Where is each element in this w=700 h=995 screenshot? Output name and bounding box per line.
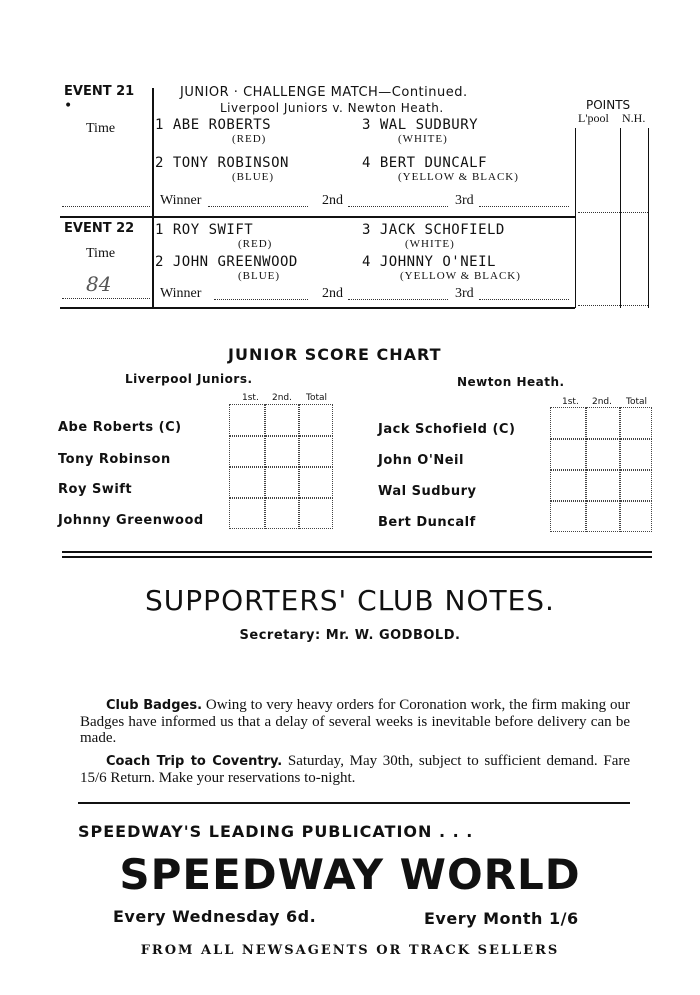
event-21-rider-3-colour: (WHITE) bbox=[398, 133, 448, 145]
nh-head-total: Total bbox=[626, 397, 648, 407]
note-club-badges-lead: Club Badges. bbox=[106, 698, 203, 713]
divider bbox=[78, 802, 630, 804]
lp-rider-2: Tony Robinson bbox=[58, 452, 171, 467]
nh-box bbox=[620, 439, 652, 470]
event-21-label: EVENT 21 bbox=[64, 84, 135, 99]
event-22-rider-1: 1 ROY SWIFT bbox=[155, 222, 254, 238]
lp-box bbox=[229, 404, 265, 436]
advert-title: SPEEDWAY WORLD bbox=[119, 850, 581, 899]
nh-rider-1: Jack Schofield (C) bbox=[378, 422, 516, 437]
event-21-time-label: Time bbox=[86, 121, 116, 136]
lp-box bbox=[265, 436, 299, 467]
event-21-rider-1: 1 ABE ROBERTS bbox=[155, 117, 272, 133]
nh-box bbox=[620, 501, 652, 532]
lp-rider-3: Roy Swift bbox=[58, 482, 133, 497]
nh-box bbox=[586, 501, 620, 532]
nh-rider-3: Wal Sudbury bbox=[378, 484, 477, 499]
liverpool-team-name: Liverpool Juniors. bbox=[125, 372, 253, 386]
lp-box bbox=[229, 436, 265, 467]
newton-team-name: Newton Heath. bbox=[457, 375, 565, 389]
nh-box bbox=[550, 501, 586, 532]
nh-rider-2: John O'Neil bbox=[378, 453, 464, 468]
nh-box bbox=[586, 470, 620, 501]
points-col-nh: N.H. bbox=[622, 111, 646, 125]
lp-box bbox=[265, 498, 299, 529]
event-22-second-label: 2nd bbox=[322, 286, 343, 301]
lp-box bbox=[265, 404, 299, 436]
lp-head-2nd: 2nd. bbox=[272, 393, 293, 403]
score-chart-title: JUNIOR SCORE CHART bbox=[228, 345, 442, 364]
advert-monthly: Every Month 1/6 bbox=[424, 909, 579, 928]
event-21-rider-4-colour: (YELLOW & BLACK) bbox=[398, 171, 519, 183]
nh-head-2nd: 2nd. bbox=[592, 397, 613, 407]
event-22-rider-4: 4 JOHNNY O'NEIL bbox=[362, 254, 496, 270]
lp-box bbox=[229, 467, 265, 498]
event-21-rider-2: 2 TONY ROBINSON bbox=[155, 155, 289, 171]
lp-box bbox=[299, 436, 333, 467]
event-21-third-label: 3rd bbox=[455, 193, 474, 208]
supporters-heading: SUPPORTERS' CLUB NOTES. bbox=[145, 584, 555, 617]
event-22-rider-3-colour: (WHITE) bbox=[405, 238, 455, 250]
lp-rider-4: Johnny Greenwood bbox=[58, 513, 204, 528]
points-col-lpool: L'pool bbox=[578, 111, 609, 125]
event-21-winner-label: Winner bbox=[160, 193, 202, 208]
note-coach-trip bbox=[80, 753, 630, 786]
note-coach-trip-body: Saturday, May 30th, subject to sufficient demand. Fare 15/6 Return. Make your reservations to-night. bbox=[80, 753, 630, 786]
event-21-rider-4: 4 BERT DUNCALF bbox=[362, 155, 488, 171]
event-21-rider-1-colour: (RED) bbox=[232, 133, 267, 145]
lp-box bbox=[299, 467, 333, 498]
event-22-rider-3: 3 JACK SCHOFIELD bbox=[362, 222, 505, 238]
advert-footer: FROM ALL NEWSAGENTS OR TRACK SELLERS bbox=[140, 943, 560, 958]
advert-tagline: SPEEDWAY'S LEADING PUBLICATION . . . bbox=[78, 822, 474, 841]
event-22-time-label: Time bbox=[86, 246, 116, 261]
event-22-winner-label: Winner bbox=[160, 286, 202, 301]
event-22-label: EVENT 22 bbox=[64, 221, 135, 236]
nh-box bbox=[586, 407, 620, 439]
double-rule bbox=[62, 551, 652, 558]
nh-box bbox=[586, 439, 620, 470]
nh-box bbox=[550, 439, 586, 470]
event-21-rider-2-colour: (BLUE) bbox=[232, 171, 275, 183]
event-22-rider-2-colour: (BLUE) bbox=[238, 270, 281, 282]
nh-box bbox=[620, 407, 652, 439]
event-21-rider-3: 3 WAL SUDBURY bbox=[362, 117, 479, 133]
advert-weekly: Every Wednesday 6d. bbox=[113, 907, 317, 926]
nh-head-1st: 1st. bbox=[562, 397, 579, 407]
note-coach-trip-lead: Coach Trip to Coventry. bbox=[106, 754, 283, 769]
event-21-subtitle: Liverpool Juniors v. Newton Heath. bbox=[220, 101, 444, 115]
event-22-rider-2: 2 JOHN GREENWOOD bbox=[155, 254, 298, 270]
nh-box bbox=[550, 470, 586, 501]
event-21-title: JUNIOR · CHALLENGE MATCH—Continued. bbox=[180, 85, 468, 100]
event-22-rider-4-colour: (YELLOW & BLACK) bbox=[400, 270, 521, 282]
note-club-badges bbox=[80, 697, 630, 746]
note-club-badges-body: Owing to very heavy orders for Coronation work, the firm making our Badges have informed us that a delay of several weeks is inevitable before delivery can be made. bbox=[80, 697, 631, 746]
lp-box bbox=[299, 498, 333, 529]
nh-box bbox=[550, 407, 586, 439]
nh-rider-4: Bert Duncalf bbox=[378, 515, 476, 530]
event-22-rider-1-colour: (RED) bbox=[238, 238, 273, 250]
lp-rider-1: Abe Roberts (C) bbox=[58, 420, 182, 435]
points-title: POINTS bbox=[586, 98, 631, 112]
lp-box bbox=[265, 467, 299, 498]
lp-head-total: Total bbox=[306, 393, 328, 403]
event-22-time-value: 84 bbox=[86, 272, 112, 296]
event-22-third-label: 3rd bbox=[455, 286, 474, 301]
lp-head-1st: 1st. bbox=[242, 393, 259, 403]
event-21-second-label: 2nd bbox=[322, 193, 343, 208]
supporters-secretary: Secretary: Mr. W. GODBOLD. bbox=[239, 628, 461, 643]
nh-box bbox=[620, 470, 652, 501]
lp-box bbox=[299, 404, 333, 436]
lp-box bbox=[229, 498, 265, 529]
